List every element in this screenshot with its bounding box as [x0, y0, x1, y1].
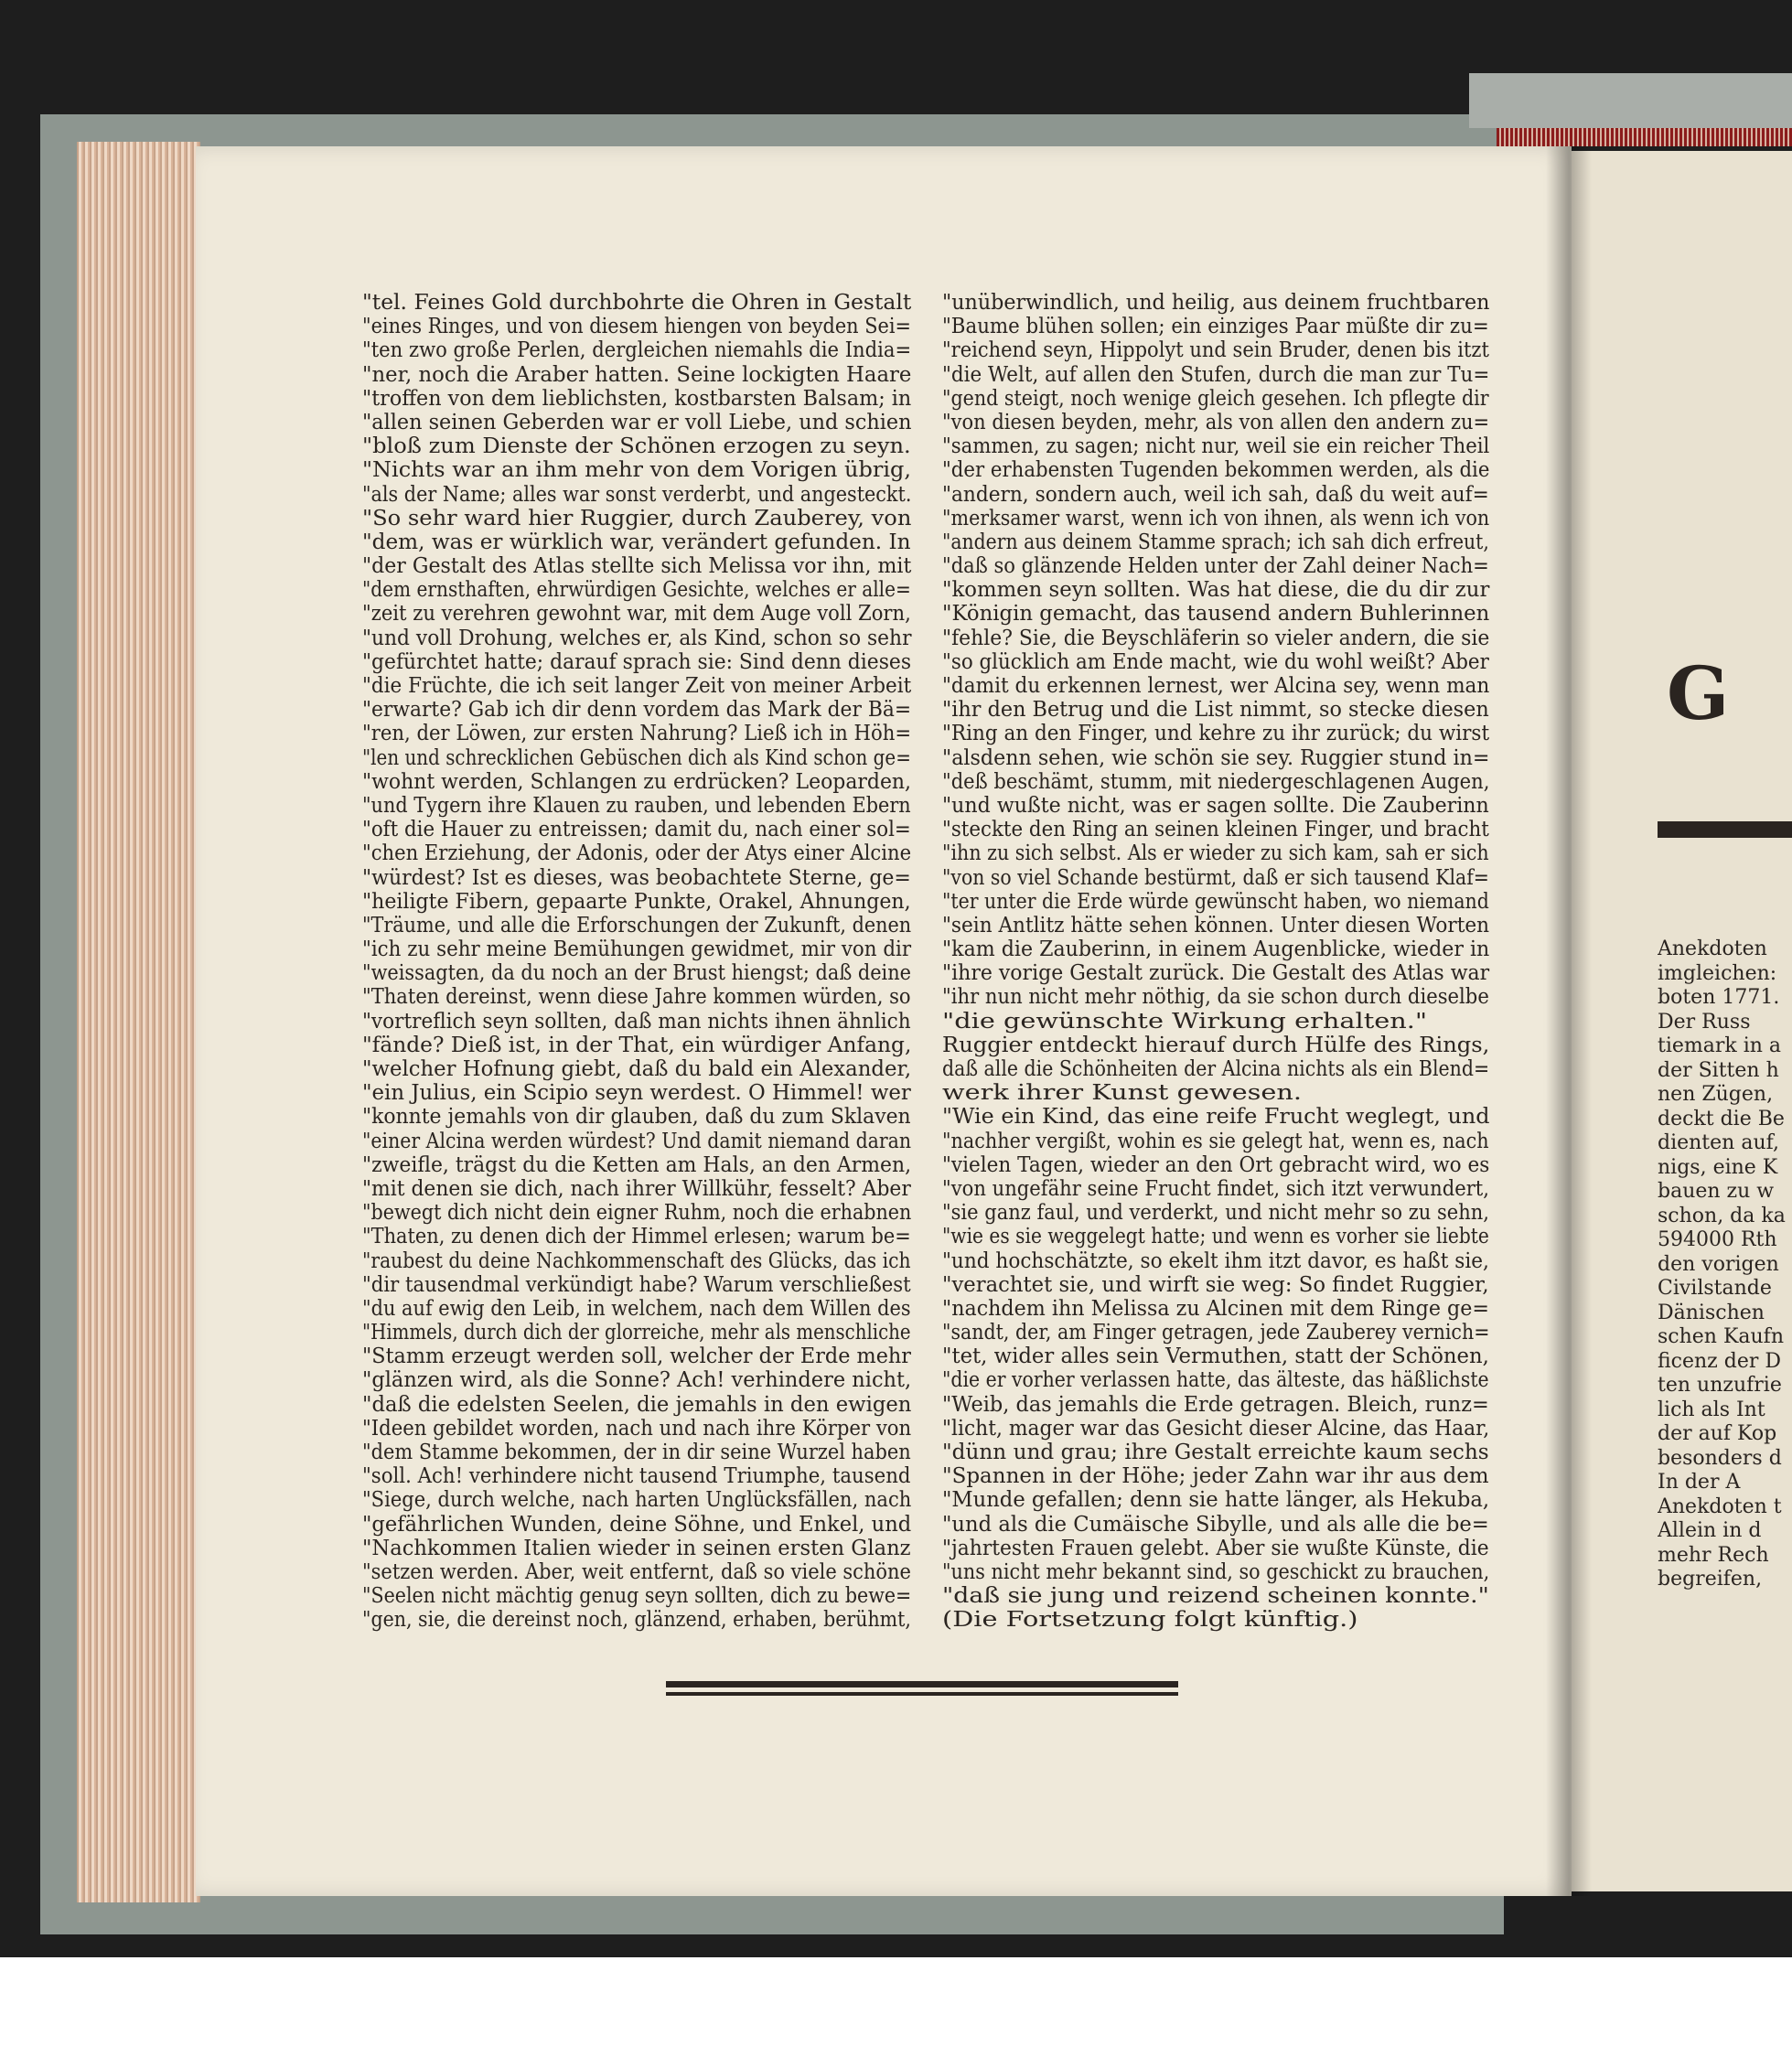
right-page-line: tiemark in a: [1658, 1034, 1782, 1057]
text-line: "der Gestalt des Atlas stellte sich Melissa vor ihn, mit: [362, 554, 912, 579]
text-line: "oft die Hauer zu entreissen; damit du, nach einer sol=: [362, 818, 911, 842]
text-line: "ihn zu sich selbst. Als er wieder zu sich kam, sah er sich: [942, 841, 1489, 866]
text-line: "heiligte Fibern, gepaarte Punkte, Orakel, Ahnungen,: [362, 889, 911, 914]
right-page-line: begreifen,: [1658, 1568, 1763, 1591]
text-line: "ihr den Betrug und die List nimmt, so stecke diesen: [942, 698, 1489, 723]
right-page-line: 594000 Rth: [1658, 1228, 1777, 1251]
right-page-line: ten unzufrie: [1658, 1374, 1782, 1397]
text-line: "gen, sie, die dereinst noch, glänzend, erhaben, berühmt,: [362, 1608, 911, 1633]
right-page-line: Der Russ: [1658, 1010, 1751, 1034]
headband: [1497, 128, 1792, 146]
text-line: "Spannen in der Höhe; jeder Zahn war ihr aus dem: [942, 1464, 1489, 1489]
text-line: "alsdenn sehen, wie schön sie sey. Ruggier stund in=: [942, 745, 1490, 770]
right-text-column: [942, 291, 1491, 1633]
text-line: "mit denen sie dich, nach ihrer Willkühr, fesselt? Aber: [362, 1176, 911, 1201]
right-page-line: ficenz der D: [1658, 1349, 1782, 1373]
right-page-line: den vorigen: [1658, 1252, 1779, 1276]
end-rule-thin: [666, 1692, 1178, 1696]
text-line: "troffen von dem lieblichsten, kostbarsten Balsam; in: [362, 386, 912, 411]
bottom-margin: [0, 1957, 1792, 2057]
text-line: "setzen werden. Aber, weit entfernt, daß so viele schöne: [362, 1559, 911, 1584]
text-line: "vortreflich seyn sollten, daß man nichts ihnen ähnlich: [362, 1009, 911, 1034]
text-line: "zweifle, trägst du die Ketten am Hals, an den Armen,: [362, 1152, 912, 1177]
text-line: "vielen Tagen, wieder an den Ort gebracht wird, wo es: [942, 1152, 1490, 1177]
text-line: "dünn und grau; ihre Gestalt erreichte kaum sechs: [942, 1441, 1489, 1464]
text-line: "jahrtesten Frauen gelebt. Aber sie wußte Künste, die: [942, 1536, 1489, 1560]
page-edges: [77, 142, 200, 1902]
text-line: "so glücklich am Ende macht, wie du wohl weißt? Aber: [942, 649, 1489, 674]
text-line: "die Welt, auf allen den Stufen, durch die man zur Tu=: [942, 362, 1490, 387]
right-page-line: In der A: [1658, 1471, 1741, 1494]
text-line: "andern, sondern auch, weil ich sah, daß du weit auf=: [942, 482, 1489, 507]
text-line: Ruggier entdeckt hierauf durch Hülfe des Rings,: [942, 1033, 1490, 1057]
text-line: "Thaten dereinst, wenn diese Jahre kommen würden, so: [362, 985, 911, 1010]
right-page-line: bauen zu w: [1658, 1180, 1775, 1203]
text-line: "steckte den Ring an seinen kleinen Finger, und bracht: [942, 818, 1489, 842]
right-page-line: imgleichen:: [1658, 961, 1777, 985]
text-line: "von diesen beyden, mehr, als von allen den andern zu=: [942, 410, 1490, 434]
text-line: "dem ernsthaften, ehrwürdigen Gesichte, welches er alle=: [362, 578, 911, 603]
text-line: "So sehr ward hier Ruggier, durch Zauberey, von: [362, 506, 912, 530]
text-line: "verachtet sie, und wirft sie weg: So findet Ruggier,: [942, 1272, 1489, 1297]
text-line: "zeit zu verehren gewohnt war, mit dem Auge voll Zorn,: [362, 602, 911, 627]
right-page-line: der auf Kop: [1658, 1422, 1777, 1445]
text-line: "von so viel Schande bestürmt, daß er sich tausend Klaf=: [942, 865, 1489, 890]
right-page-rule: [1658, 821, 1792, 838]
text-line: "gefährlichen Wunden, deine Söhne, und Enkel, und: [362, 1512, 912, 1537]
right-page-line: lich als Int: [1658, 1398, 1765, 1421]
text-line: "Stamm erzeugt werden soll, welcher der Erde mehr: [362, 1345, 911, 1369]
text-line: "sandt, der, am Finger getragen, jede Zauberey vernich=: [942, 1321, 1490, 1345]
right-page-line: nen Zügen,: [1658, 1083, 1774, 1106]
end-rule-thick: [666, 1681, 1178, 1687]
text-line: "damit du erkennen lernest, wer Alcina sey, wenn man: [942, 674, 1490, 698]
text-line: "sein Antlitz hätte sehen können. Unter diesen Worten: [942, 913, 1490, 937]
text-line: "wie es sie weggelegt hatte; und wenn es vorher sie liebte: [942, 1225, 1489, 1249]
right-page-line: der Sitten h: [1658, 1058, 1779, 1082]
right-page-line: dienten auf,: [1658, 1131, 1779, 1154]
text-line: "nachdem ihn Melissa zu Alcinen mit dem Ringe ge=: [942, 1296, 1489, 1321]
right-page: [1572, 151, 1792, 1891]
text-line: "welcher Hofnung giebt, daß du bald ein Alexander,: [362, 1057, 912, 1081]
text-line: "kommen seyn sollten. Was hat diese, die du dir zur: [942, 578, 1490, 603]
text-line: "gefürchtet hatte; darauf sprach sie: Sind denn dieses: [362, 649, 912, 674]
text-line: "ihre vorige Gestalt zurück. Die Gestalt des Atlas war: [942, 961, 1490, 986]
left-text-column: [362, 291, 916, 1633]
text-line: "und als die Cumäische Sibylle, und als alle die be=: [942, 1512, 1489, 1537]
text-line: "licht, mager war das Gesicht dieser Alcine, das Haar,: [942, 1416, 1490, 1441]
text-line: "ihr nun nicht mehr nöthig, da sie schon durch dieselbe: [942, 985, 1489, 1010]
right-page-line: nigs, eine K: [1658, 1155, 1778, 1179]
text-line: "einer Alcina werden würdest? Und damit niemand daran: [362, 1129, 912, 1153]
text-line: "Himmels, durch dich der glorreiche, mehr als menschliche: [362, 1321, 911, 1345]
text-line: "Nachkommen Italien wieder in seinen ersten Glanz: [362, 1536, 911, 1560]
text-line: "die er vorher verlassen hatte, das älteste, das häßlichste: [942, 1368, 1489, 1393]
text-line: "raubest du deine Nachkommenschaft des Glücks, das ich: [362, 1248, 911, 1273]
text-line: "Munde gefallen; denn sie hatte länger, als Hekuba,: [942, 1488, 1490, 1513]
text-line: "Königin gemacht, das tausend andern Buhlerinnen: [942, 602, 1490, 627]
text-line: "und Tygern ihre Klauen zu rauben, und lebenden Ebern: [362, 793, 911, 818]
text-line: "dir tausendmal verkündigt habe? Warum verschließest: [362, 1272, 911, 1297]
text-line: "Ideen gebildet worden, nach und nach ihre Körper von: [362, 1416, 912, 1441]
text-line: "Weib, das jemahls die Erde getragen. Bleich, runz=: [942, 1392, 1489, 1417]
text-line: "daß die edelsten Seelen, die jemahls in den ewigen: [362, 1392, 912, 1417]
text-line: "bewegt dich nicht dein eigner Ruhm, noch die erhabnen: [362, 1201, 912, 1226]
text-line: "Baume blühen sollen; ein einziges Paar müßte dir zu=: [942, 315, 1489, 339]
right-page-line: schen Kaufn: [1658, 1325, 1784, 1348]
right-page-line: Anekdoten: [1658, 937, 1767, 960]
text-line: "bloß zum Dienste der Schönen erzogen zu seyn.: [362, 434, 911, 459]
text-line: "fände? Dieß ist, in der That, ein würdiger Anfang,: [362, 1033, 912, 1057]
text-line: "die Früchte, die ich seit langer Zeit von meiner Arbeit: [362, 674, 912, 698]
text-line: "ich zu sehr meine Bemühungen gewidmet, mir von dir: [362, 937, 912, 962]
text-line: "weissagten, da du noch an der Brust hiengst; daß deine: [362, 961, 911, 986]
text-line: "merksamer warst, wenn ich von ihnen, als wenn ich von: [942, 506, 1490, 530]
text-line: "Thaten, zu denen dich der Himmel erlesen; warum be=: [362, 1225, 911, 1249]
right-page-line: mehr Rech: [1658, 1543, 1769, 1567]
text-line: "Seelen nicht mächtig genug seyn sollten, dich zu bewe=: [362, 1584, 912, 1609]
text-line: "würdest? Ist es dieses, was beobachtete Sterne, ge=: [362, 865, 911, 890]
text-line: (Die Fortsetzung folgt künftig.): [942, 1608, 1358, 1633]
text-line: "von ungefähr seine Frucht findet, sich itzt verwundert,: [942, 1176, 1489, 1201]
text-line: "konnte jemahls von dir glauben, daß du zum Sklaven: [362, 1105, 911, 1130]
text-line: "ren, der Löwen, zur ersten Nahrung? Ließ ich in Höh=: [362, 722, 912, 746]
text-line: "Nichts war an ihm mehr von dem Vorigen übrig,: [362, 458, 911, 483]
right-page-line: Civilstande: [1658, 1277, 1772, 1300]
text-line: "eines Ringes, und von diesem hiengen von beyden Sei=: [362, 315, 911, 339]
text-line: "gend steigt, noch wenige gleich gesehen. Ich pflegte dir: [942, 386, 1489, 411]
text-line: "ter unter die Erde würde gewünscht haben, wo niemand: [942, 889, 1489, 914]
text-line: "dem, was er würklich war, verändert gefunden. In: [362, 530, 911, 554]
text-line: "ten zwo große Perlen, dergleichen niemahls die India=: [362, 338, 912, 363]
text-line: "Wie ein Kind, das eine reife Frucht weglegt, und: [942, 1105, 1490, 1130]
text-line: "ner, noch die Araber hatten. Seine lockigten Haare: [362, 362, 912, 387]
right-page-line: Dänischen: [1658, 1301, 1765, 1324]
right-page-line: besonders d: [1658, 1446, 1782, 1470]
right-page-text: [1658, 937, 1792, 1592]
text-line: "der erhabensten Tugenden bekommen werden, als die: [942, 458, 1490, 483]
text-line: "erwarte? Gab ich dir denn vordem das Mark der Bä=: [362, 698, 912, 723]
text-line: "als der Name; alles war sonst verderbt, und angesteckt.: [362, 482, 912, 507]
text-line: "tel. Feines Gold durchbohrte die Ohren in Gestalt: [362, 291, 912, 315]
right-page-line: deckt die Be: [1658, 1107, 1785, 1130]
text-line: "allen seinen Geberden war er voll Liebe, und schien: [362, 410, 912, 434]
text-line: "deß beschämt, stumm, mit niedergeschlagenen Augen,: [942, 769, 1490, 794]
text-line: "fehle? Sie, die Beyschläferin so vieler andern, die sie: [942, 626, 1490, 650]
text-line: werk ihrer Kunst gewesen.: [942, 1081, 1303, 1106]
text-line: "uns nicht mehr bekannt sind, so geschickt zu brauchen,: [942, 1559, 1490, 1584]
text-line: "ein Julius, ein Scipio seyn werdest. O Himmel! wer: [362, 1081, 911, 1106]
text-line: "kam die Zauberinn, in einem Augenblicke, wieder in: [942, 937, 1490, 962]
text-line: "und voll Drohung, welches er, als Kind, schon so sehr: [362, 626, 912, 650]
right-page-line: schon, da ka: [1658, 1204, 1786, 1227]
right-page-line: boten 1771.: [1658, 986, 1780, 1009]
text-line: "die gewünschte Wirkung erhalten.": [942, 1009, 1428, 1034]
text-line: "soll. Ach! verhindere nicht tausend Triumphe, tausend: [362, 1464, 911, 1489]
text-line: "und hochschätzte, so ekelt ihm itzt davor, es haßt sie,: [942, 1248, 1489, 1273]
text-line: "sie ganz faul, und verderkt, und nicht mehr so zu sehn,: [942, 1201, 1489, 1226]
text-line: "daß sie jung und reizend scheinen konnte.": [942, 1584, 1489, 1609]
text-line: "Siege, durch welche, nach harten Unglücksfällen, nach: [362, 1488, 912, 1513]
text-line: "wohnt werden, Schlangen zu erdrücken? Leoparden,: [362, 769, 912, 794]
text-line: "dem Stamme bekommen, der in dir seine Wurzel haben: [362, 1441, 911, 1464]
right-page-line: Allein in d: [1658, 1519, 1762, 1542]
text-line: "len und schrecklichen Gebüschen dich als Kind schon ge=: [362, 745, 911, 770]
text-line: "reichend seyn, Hippolyt und sein Bruder, denen bis itzt: [942, 338, 1489, 363]
text-line: "daß so glänzende Helden unter der Zahl deiner Nach=: [942, 554, 1489, 579]
text-line: "und wußte nicht, was er sagen sollte. Die Zauberinn: [942, 793, 1489, 818]
text-line: "andern aus deinem Stamme sprach; ich sah dich erfreut,: [942, 530, 1489, 554]
text-line: "nachher vergißt, wohin es sie gelegt hat, wenn es, nach: [942, 1129, 1489, 1153]
text-line: "glänzen wird, als die Sonne? Ach! verhindere nicht,: [362, 1368, 912, 1393]
right-cover-board: [1469, 73, 1792, 128]
text-line: "Ring an den Finger, und kehre zu ihr zurück; du wirst: [942, 722, 1490, 746]
text-line: "du auf ewig den Leib, in welchem, nach dem Willen des: [362, 1296, 911, 1321]
text-line: "sammen, zu sagen; nicht nur, weil sie ein reicher Theil: [942, 434, 1490, 459]
text-line: "Träume, und alle die Erforschungen der Zukunft, denen: [362, 913, 912, 937]
text-line: "tet, wider alles sein Vermuthen, statt der Schönen,: [942, 1345, 1489, 1369]
text-line: "chen Erziehung, der Adonis, oder der Atys einer Alcine: [362, 841, 912, 866]
text-line: daß alle die Schönheiten der Alcina nichts als ein Blend=: [942, 1057, 1490, 1081]
right-page-line: Anekdoten t: [1658, 1495, 1782, 1518]
gutter-shadow: [1546, 146, 1592, 1896]
right-page-heading: G: [1667, 650, 1730, 736]
text-line: "unüberwindlich, und heilig, aus deinem fruchtbaren: [942, 291, 1490, 315]
